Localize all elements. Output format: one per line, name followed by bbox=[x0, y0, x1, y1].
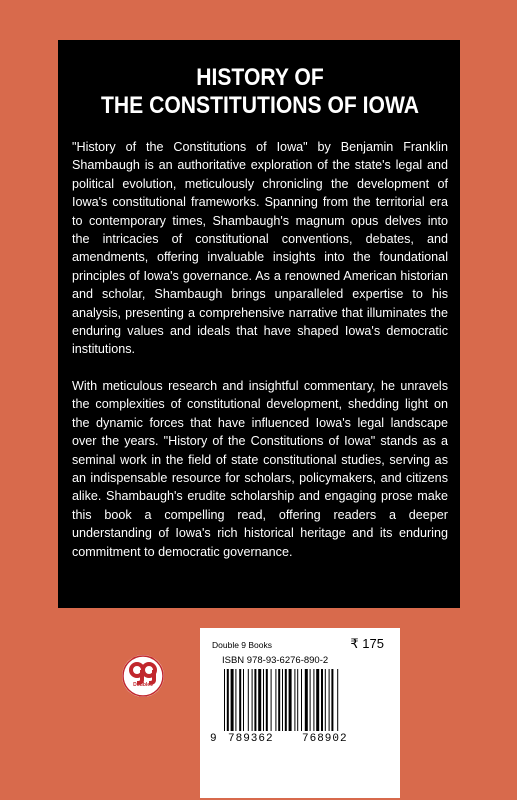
blurb-paragraph-1: "History of the Constitutions of Iowa" by Benjamin Franklin Shambaugh is an authoritative exploration of the state's legal and political evolution, meticulously chronicling the development of Iowa's constitutional frameworks. Spanning from the territorial era to contemporary times, Shambaugh's magnum opus delves into the intricacies of constitutional conventions, debates, and amendments, offering invaluable insights into the foundational principles of Iowa's governance. As a renowned American historian and scholar, Shambaugh brings unparalleled expertise to his analysis, presenting a comprehensive narrative that illuminates the enduring values and ideals that have shaped Iowa's democratic institutions. bbox=[72, 140, 448, 357]
price-isbn-box bbox=[200, 628, 400, 798]
description-panel bbox=[58, 40, 460, 608]
book-title bbox=[95, 64, 426, 120]
blurb bbox=[72, 138, 448, 561]
title-line-1: HISTORY OF bbox=[196, 64, 324, 91]
barcode-group-2: 768902 bbox=[302, 733, 348, 745]
publisher-name: Double 9 Books bbox=[212, 640, 273, 650]
double-nine-logo-icon bbox=[122, 655, 164, 697]
barcode-group-1: 789362 bbox=[228, 733, 274, 745]
barcode-icon bbox=[224, 669, 382, 731]
publisher-logo bbox=[122, 655, 164, 697]
barcode-lead-digit: 9 bbox=[210, 733, 218, 745]
isbn-label: ISBN 978-93-6276-890-2 bbox=[222, 655, 329, 666]
logo-wordmark: Double9 bbox=[133, 682, 153, 688]
blurb-paragraph-2: With meticulous research and insightful commentary, he unravels the complexities of constitutional development, shedding light on the dynamic forces that have influenced Iowa's legal landscape over the years. "History of the Constitutions of Iowa" stands as a seminal work in the field of state constitutional studies, serving as an indispensable resource for scholars, policymakers, and citizens alike. Shambaugh's erudite scholarship and engaging prose make this book a compelling read, offering readers a deeper understanding of Iowa's rich historical heritage and its enduring commitment to democratic governance. bbox=[72, 378, 448, 559]
price: ₹ 175 bbox=[350, 636, 384, 651]
title-line-2: THE CONSTITUTIONS OF IOWA bbox=[101, 92, 419, 119]
